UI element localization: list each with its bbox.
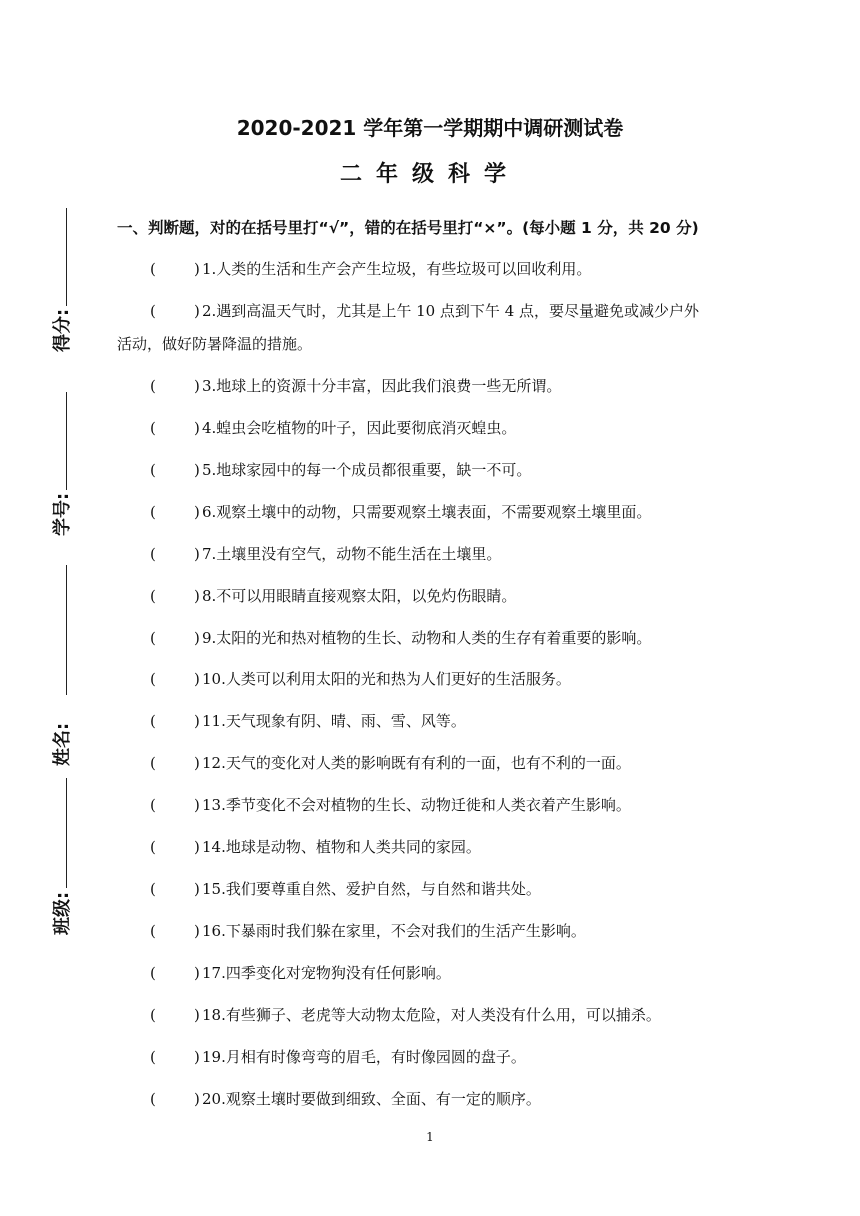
question-text: 10.人类可以利用太阳的光和热为人们更好的生活服务。 — [202, 670, 571, 688]
answer-paren-close: ) — [194, 670, 200, 688]
question-item — [150, 543, 501, 564]
answer-paren-open[interactable]: ( — [150, 260, 156, 278]
answer-paren-open[interactable]: ( — [150, 419, 156, 437]
question-text: 12.天气的变化对人类的影响既有有利的一面，也有不利的一面。 — [202, 754, 631, 772]
question-item — [150, 794, 631, 815]
question-item — [150, 627, 651, 648]
answer-paren-open[interactable]: ( — [150, 922, 156, 940]
question-item — [150, 836, 481, 857]
question-text: 19.月相有时像弯弯的眉毛，有时像园圆的盘子。 — [202, 1048, 526, 1066]
answer-paren-open[interactable]: ( — [150, 754, 156, 772]
question-item — [150, 459, 531, 480]
question-item — [150, 920, 586, 941]
answer-paren-close: ) — [194, 461, 200, 479]
question-text: 18.有些狮子、老虎等大动物太危险，对人类没有什么用，可以捕杀。 — [202, 1006, 661, 1024]
question-text: 6.观察土壤中的动物，只需要观察土壤表面，不需要观察土壤里面。 — [202, 503, 652, 521]
exam-subtitle: 二年级科学 — [339, 162, 520, 187]
answer-paren-close: ) — [194, 629, 200, 647]
question-text: 5.地球家园中的每一个成员都很重要，缺一不可。 — [202, 461, 532, 479]
answer-paren-close: ) — [194, 377, 200, 395]
question-item — [150, 258, 591, 279]
side-label-class: 班级: — [52, 891, 73, 935]
answer-paren-open[interactable]: ( — [150, 1006, 156, 1024]
question-text: 14.地球是动物、植物和人类共同的家园。 — [202, 838, 481, 856]
question-text: 4.蝗虫会吃植物的叶子，因此要彻底消灭蝗虫。 — [202, 419, 517, 437]
question-item — [150, 878, 541, 899]
answer-paren-open[interactable]: ( — [150, 712, 156, 730]
question-text: 20.观察土壤时要做到细致、全面、有一定的顺序。 — [202, 1090, 541, 1108]
side-line-score — [66, 208, 67, 306]
question-text-continuation: 活动，做好防暑降温的措施。 — [117, 335, 313, 353]
question-text: 9.太阳的光和热对植物的生长、动物和人类的生存有着重要的影响。 — [202, 629, 652, 647]
side-label-name: 姓名: — [52, 722, 73, 766]
question-item — [150, 375, 561, 396]
answer-paren-close: ) — [194, 1090, 200, 1108]
answer-paren-close: ) — [194, 922, 200, 940]
answer-paren-close: ) — [194, 880, 200, 898]
question-text: 13.季节变化不会对植物的生长、动物迁徙和人类衣着产生影响。 — [202, 796, 631, 814]
question-text: 3.地球上的资源十分丰富，因此我们浪费一些无所谓。 — [202, 377, 562, 395]
answer-paren-close: ) — [194, 754, 200, 772]
answer-paren-open[interactable]: ( — [150, 964, 156, 982]
question-item — [150, 1046, 526, 1067]
answer-paren-open[interactable]: ( — [150, 796, 156, 814]
answer-paren-open[interactable]: ( — [150, 880, 156, 898]
answer-paren-open[interactable]: ( — [150, 1090, 156, 1108]
question-item — [150, 710, 466, 731]
exam-title: 2020-2021 学年第一学期期中调研测试卷 — [236, 116, 624, 140]
page-number: 1 — [426, 1130, 434, 1144]
answer-paren-close: ) — [194, 545, 200, 563]
question-item — [150, 585, 516, 606]
answer-paren-close: ) — [194, 964, 200, 982]
answer-paren-open[interactable]: ( — [150, 545, 156, 563]
side-label-id: 学号: — [52, 492, 73, 536]
section-heading: 一、判断题，对的在括号里打“√”，错的在括号里打“×”。(每小题 1 分，共 20 分) — [117, 219, 699, 237]
question-text: 8.不可以用眼睛直接观察太阳，以免灼伤眼睛。 — [202, 587, 517, 605]
answer-paren-close: ) — [194, 503, 200, 521]
question-item — [150, 501, 651, 522]
question-text: 11.天气现象有阴、晴、雨、雪、风等。 — [202, 712, 466, 730]
question-text: 16.下暴雨时我们躲在家里，不会对我们的生活产生影响。 — [202, 922, 586, 940]
answer-paren-open[interactable]: ( — [150, 302, 156, 320]
question-text: 7.土壤里没有空气，动物不能生活在土壤里。 — [202, 545, 502, 563]
answer-paren-open[interactable]: ( — [150, 1048, 156, 1066]
answer-paren-close: ) — [194, 1048, 200, 1066]
answer-paren-close: ) — [194, 838, 200, 856]
answer-paren-close: ) — [194, 260, 200, 278]
side-line-name — [66, 565, 67, 695]
answer-paren-open[interactable]: ( — [150, 587, 156, 605]
answer-paren-open[interactable]: ( — [150, 461, 156, 479]
question-item — [150, 1004, 661, 1025]
answer-paren-open[interactable]: ( — [150, 838, 156, 856]
question-item — [150, 300, 699, 321]
question-text: 17.四季变化对宠物狗没有任何影响。 — [202, 964, 451, 982]
question-text: 2.遇到高温天气时，尤其是上午 10 点到下午 4 点，要尽量避免或减少户外 — [202, 302, 700, 320]
answer-paren-close: ) — [194, 587, 200, 605]
answer-paren-open[interactable]: ( — [150, 377, 156, 395]
answer-paren-close: ) — [194, 712, 200, 730]
answer-paren-open[interactable]: ( — [150, 670, 156, 688]
answer-paren-open[interactable]: ( — [150, 629, 156, 647]
side-label-score: 得分: — [52, 308, 73, 352]
question-item — [150, 752, 631, 773]
side-line-id — [66, 392, 67, 490]
question-item — [150, 668, 571, 689]
answer-paren-close: ) — [194, 302, 200, 320]
answer-paren-close: ) — [194, 419, 200, 437]
question-text: 1.人类的生活和生产会产生垃圾，有些垃圾可以回收利用。 — [202, 260, 592, 278]
question-item — [150, 1088, 541, 1109]
answer-paren-close: ) — [194, 1006, 200, 1024]
answer-paren-close: ) — [194, 796, 200, 814]
question-text: 15.我们要尊重自然、爱护自然，与自然和谐共处。 — [202, 880, 541, 898]
answer-paren-open[interactable]: ( — [150, 503, 156, 521]
question-item — [150, 962, 451, 983]
side-blank-class — [66, 848, 67, 888]
question-item — [150, 417, 516, 438]
